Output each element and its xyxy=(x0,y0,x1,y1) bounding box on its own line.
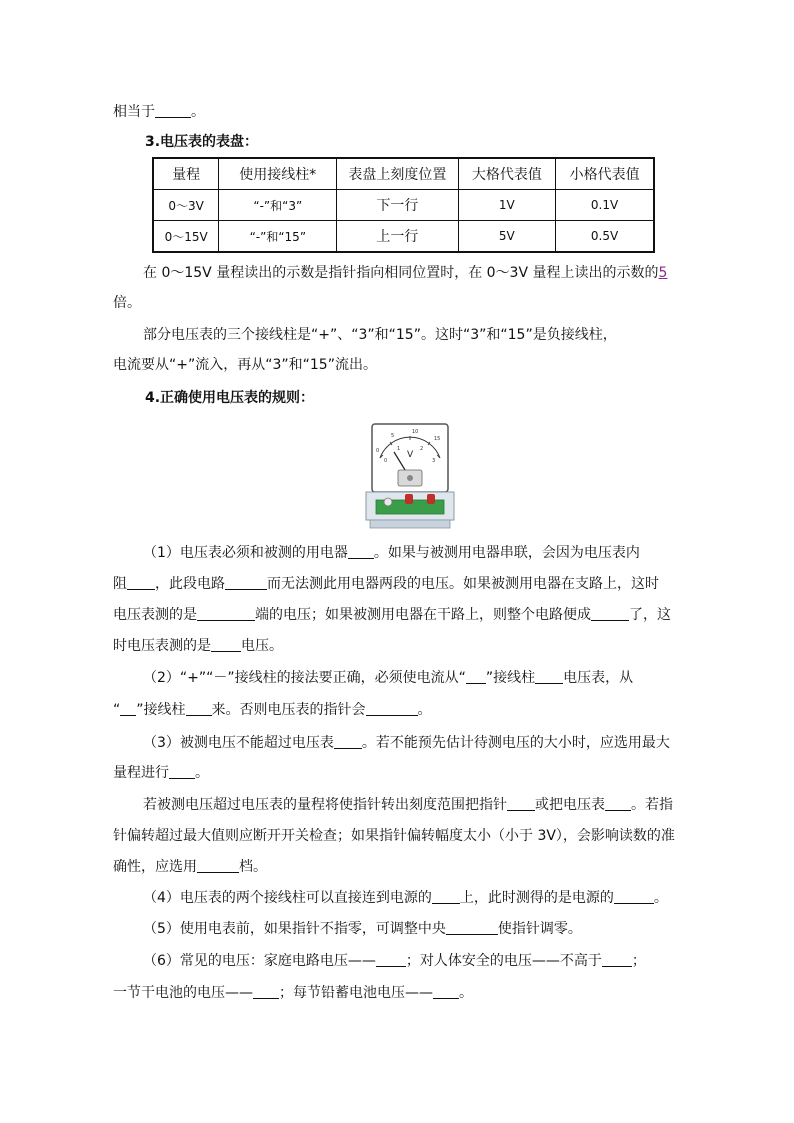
text-line: 在 0～15V 量程读出的示数是指针指向相同位置时，在 0～3V 量程上读出的示数的5 xyxy=(143,265,668,281)
table-cell: 0.5V xyxy=(556,221,654,253)
table-header-cell: 量程 xyxy=(153,158,219,190)
answer-blank xyxy=(197,606,255,621)
table-cell: 1V xyxy=(458,190,556,221)
text-line: 阻 ，此段电路 而无法测此用电器两段的电压。如果被测用电器在支路上，这时 xyxy=(113,576,659,592)
text-line: 时电压表测的是 电压。 xyxy=(113,638,283,654)
meter-bottom-tick-label: 0 xyxy=(384,458,388,464)
table-header-row xyxy=(153,158,654,190)
table-cell: 5V xyxy=(458,221,556,253)
text-line: 确性，应选用 档。 xyxy=(113,859,267,875)
table-row xyxy=(153,190,654,221)
text-line: 电压表测的是 端的电压；如果被测用电器在干路上，则整个电路便成 了，这 xyxy=(113,607,671,623)
text-line: 电流要从“+”流入，再从“3”和“15”流出。 xyxy=(113,357,377,373)
table-cell: “-”和“3” xyxy=(219,190,337,221)
answer-blank xyxy=(348,544,374,559)
text-line: 若被测电压超过电压表的量程将使指针转出刻度范围把指针 或把电压表 。若指 xyxy=(143,797,673,813)
table-header-cell: 使用接线柱* xyxy=(219,158,337,190)
text-line: 一节干电池的电压—— ；每节铅蓄电池电压—— 。 xyxy=(113,985,473,1001)
answer-blank xyxy=(446,920,498,935)
answer-blank xyxy=(366,701,418,716)
text-line: （4）电压表的两个接线柱可以直接连到电源的 上，此时测得的是电源的 。 xyxy=(143,890,668,906)
meter-bottom-tick-label: 2 xyxy=(420,446,424,452)
answer-blank xyxy=(127,575,155,590)
answer-blank xyxy=(155,103,191,118)
answer-blank xyxy=(211,637,241,652)
meter-top-tick-label: 0 xyxy=(376,448,380,454)
answer-blank xyxy=(186,701,212,716)
voltmeter-illustration xyxy=(364,422,456,532)
answer-blank xyxy=(535,669,563,684)
text-line: （5）使用电表前，如果指针不指零，可调整中央 使指针调零。 xyxy=(143,921,582,937)
meter-bottom-tick-label: 1 xyxy=(397,446,401,452)
answer-blank xyxy=(253,984,279,999)
table-cell: 下一行 xyxy=(337,190,458,221)
text-line: （2）“+”“－”接线柱的接法要正确，必须使电流从“ ”接线柱 电压表，从 xyxy=(143,670,634,686)
text-line: 针偏转超过最大值则应断开开关检查；如果指针偏转幅度太小（小于 3V），会影响读数的准 xyxy=(113,828,675,844)
table-header-cell: 小格代表值 xyxy=(556,158,654,190)
text-line: （1）电压表必须和被测的用电器 。如果与被测用电器串联，会因为电压表内 xyxy=(143,545,640,561)
text-line: （3）被测电压不能超过电压表 。若不能预先估计待测电压的大小时，应选用最大 xyxy=(143,735,670,751)
table-cell: “-”和“15” xyxy=(219,221,337,253)
meter-top-tick-label: 15 xyxy=(434,436,441,442)
terminal-3-icon xyxy=(405,494,413,504)
answer-blank xyxy=(433,984,459,999)
table-cell: 0.1V xyxy=(556,190,654,221)
text-line: 倍。 xyxy=(113,295,141,311)
meter-top-tick-label: 5 xyxy=(391,433,395,439)
table-cell: 上一行 xyxy=(337,221,458,253)
answer-blank xyxy=(225,575,267,590)
answer-blank xyxy=(376,952,406,967)
terminal-negative-icon xyxy=(384,498,392,506)
answer-blank xyxy=(507,796,535,811)
table-header-cell: 表盘上刻度位置 xyxy=(337,158,458,190)
terminal-15-icon xyxy=(427,494,435,504)
text-line: 相当于 。 xyxy=(113,104,205,120)
table-row xyxy=(153,221,654,253)
meter-bottom-tick-label: 3 xyxy=(432,458,436,464)
text-line: 部分电压表的三个接线柱是“+”、“3”和“15”。这时“3”和“15”是负接线柱， xyxy=(143,327,617,343)
table-header-cell: 大格代表值 xyxy=(458,158,556,190)
answer-blank xyxy=(197,858,239,873)
meter-top-tick-label: 10 xyxy=(412,429,419,435)
answer-blank xyxy=(591,606,629,621)
voltmeter-range-table xyxy=(152,157,655,253)
answer-blank xyxy=(602,952,632,967)
answer-value: 5 xyxy=(658,265,668,281)
section-heading-3: 3.电压表的表盘： xyxy=(145,134,259,150)
section-heading-4: 4.正确使用电压表的规则： xyxy=(145,390,315,406)
answer-blank xyxy=(169,764,195,779)
text-line: “ ”接线柱 来。否则电压表的指针会 。 xyxy=(113,702,432,718)
answer-blank xyxy=(120,701,136,716)
answer-blank xyxy=(432,889,460,904)
table-cell: 0～3V xyxy=(153,190,219,221)
meter-unit-label: V xyxy=(407,450,414,460)
text-line: （6）常见的电压：家庭电路电压—— ；对人体安全的电压——不高于 ； xyxy=(143,953,646,969)
answer-blank xyxy=(614,889,654,904)
text-line: 量程进行 。 xyxy=(113,765,209,781)
answer-blank xyxy=(605,796,631,811)
table-cell: 0～15V xyxy=(153,221,219,253)
answer-blank xyxy=(466,669,486,684)
answer-blank xyxy=(334,734,362,749)
